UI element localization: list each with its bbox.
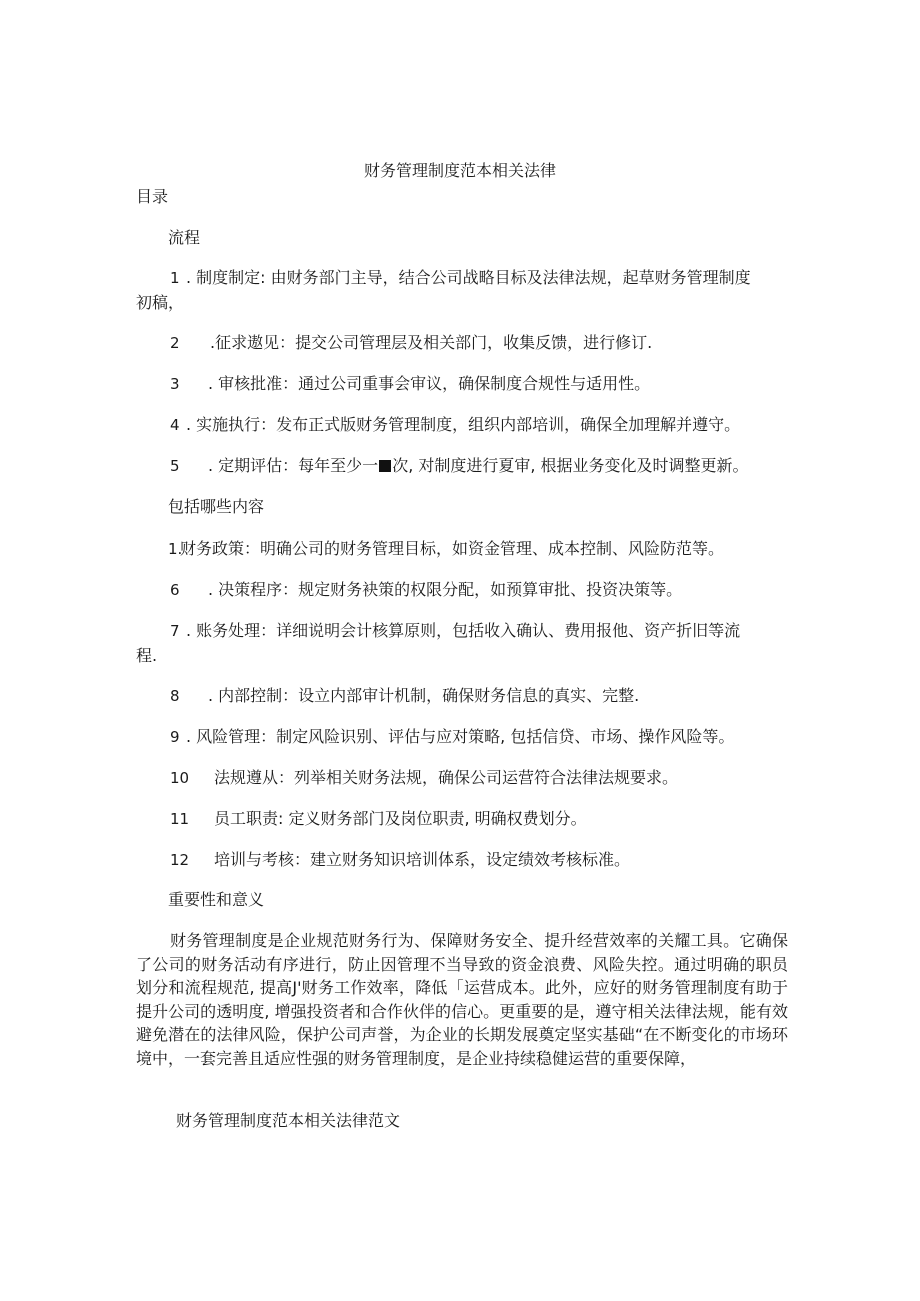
list-item-number: 7 xyxy=(170,622,180,640)
list-item-text: 法规遵从：列举相关财务法规，确保公司运营符合法律法规要求。 xyxy=(214,768,679,787)
list-item-text: . 决策程序：规定财务袂策的权限分配，如预算审批、投资决策等。 xyxy=(208,580,683,599)
list-item-number: 10 xyxy=(170,769,190,787)
list-item-text: 培训与考核：建立财务知识培训体系，设定绩效考核标准。 xyxy=(214,850,631,869)
list-item-number: 11 xyxy=(170,810,190,828)
list-item-text: . 账务处理：详细说明会计核算原则，包括收入确认、费用报他、资产折旧等流 xyxy=(186,621,741,640)
section-heading-importance: 重要性和意义 xyxy=(168,890,265,909)
list-item-number: 4 xyxy=(170,416,180,434)
list-item-number: 3 xyxy=(170,375,180,393)
list-item-text-part: . 定期评估：每年至少一 xyxy=(208,456,379,475)
footer-title: 财务管理制度范本相关法律范文 xyxy=(176,1111,401,1130)
list-item-text: . 风险管理：制定风险识别、评估与应对策略, 包括信贷、市场、操作风险等。 xyxy=(186,727,735,746)
black-square-icon xyxy=(379,460,391,472)
toc-label: 目录 xyxy=(136,187,169,206)
list-item-number: 12 xyxy=(170,851,190,869)
list-item-number: 2 xyxy=(170,334,180,352)
document-title: 财务管理制度范本相关法律 xyxy=(363,161,556,180)
importance-paragraph: 财务管理制度是企业规范财务行为、保障财务安全、提升经营效率的关耀工具。它确保了公司的财务活动有序进行，防止因管理不当导致的资金浪费、风险失控。通过明确的职员划分和流程规范, 提高J'财务工作效率，降低「运营成本。此外，应好的财务管理制度有助于提升公司的透明度, 增强投资者和合作伙伴的信心。更重要的是，遵守相关法律法规，能有效避免潜在的法律风险，保护公司声誉，为企业的长期发展奠定坚实基础“在不断变化的市场环境中，一套完善且适应性强的财务管理制度，是企业持续稳健运营的重要保障， xyxy=(136,931,788,1068)
list-item-number: 9 xyxy=(170,728,180,746)
list-item-text-part: 次, 对制度进行夏审, 根据业务变化及时调整更新。 xyxy=(392,456,749,475)
list-item-text: . 实施执行：发布正式版财务管理制度，组织内部培训，确保全加理解并遵守。 xyxy=(186,415,741,434)
section-heading-contents: 包括哪些内容 xyxy=(168,497,265,516)
list-item-text: . 制度制定: 由财务部门主导，结合公司战略目标及法律法规，起草财务管理制度 xyxy=(186,268,751,287)
list-item-text xyxy=(208,455,749,477)
list-item-text: . 内部控制：设立内部审计机制，确保财务信息的真实、完整. xyxy=(208,686,640,705)
list-item-text: .征求遨见：提交公司管理层及相关部门，收集反馈，进行修订. xyxy=(210,333,653,352)
list-item-number: 1. xyxy=(168,540,183,558)
list-item-text: . 审核批准：通过公司重事会审议，确保制度合规性与适用性。 xyxy=(208,374,651,393)
list-item-number: 8 xyxy=(170,687,180,705)
section-heading-process: 流程 xyxy=(168,228,201,247)
list-item-number: 1 xyxy=(170,269,180,287)
list-item-number: 6 xyxy=(170,581,180,599)
list-item-number: 5 xyxy=(170,457,180,475)
list-item-text: 财务政策：明确公司的财务管理目标，如资金管理、成本控制、风险防范等。 xyxy=(180,539,725,558)
list-item-text-continued: 初稿， xyxy=(136,293,185,312)
list-item-text-continued: 程. xyxy=(136,646,158,665)
list-item-text: 员工职责: 定义财务部门及岗位职责, 明确权费划分。 xyxy=(214,809,587,828)
